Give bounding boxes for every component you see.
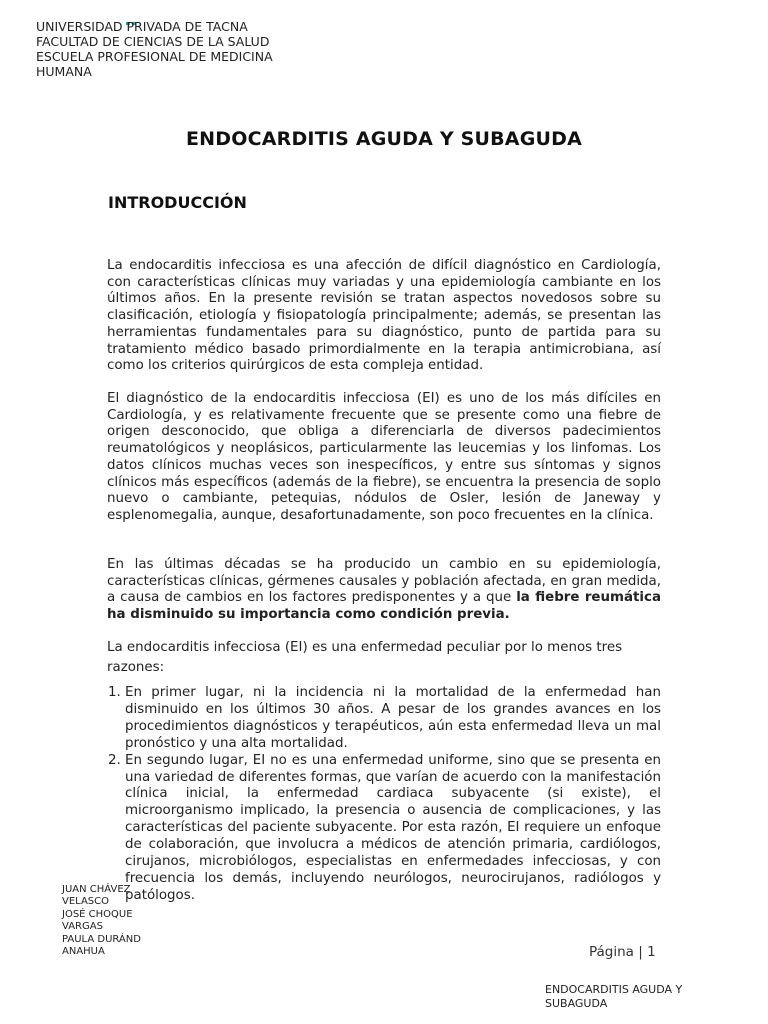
- institution-line: FACULTAD DE CIENCIAS DE LA SALUD: [36, 34, 270, 49]
- paragraph-intro: [107, 258, 661, 375]
- reasons-list: [98, 685, 661, 905]
- author-line: PAULA DURÁND: [62, 933, 141, 945]
- paragraph-text: La endocarditis infecciosa es una afección de difícil diagnóstico en Cardiología, con características clínicas muy variadas y una epidemiología cambiante en los últimos años. En la presente revisión se tratan aspectos novedosos sobre su clasificación, etiología y fisiopatología principalmente; además, se presentan las herramientas fundamentales para su diagnóstico, punto de partida para su tratamiento médico basado primordialmente en la terapia antimicrobiana, así como los criterios quirúrgicos de esta compleja entidad.: [107, 258, 661, 374]
- paragraph-text: [107, 557, 661, 624]
- author-line: VARGAS: [62, 921, 103, 933]
- running-title: ENDOCARDITIS AGUDA Y SUBAGUDA: [545, 983, 683, 1007]
- paragraph-diagnosis: [107, 391, 661, 525]
- institution-line: HUMANA: [36, 64, 92, 79]
- institution-header: [36, 19, 273, 79]
- author-line: JUAN CHÁVEZ: [62, 884, 131, 895]
- page-number: Página | 1: [589, 944, 656, 960]
- author-line: VELASCO: [62, 896, 110, 908]
- paragraph-text: La endocarditis infecciosa (EI) es una enfermedad peculiar por lo menos tres razones:: [107, 640, 623, 675]
- institution-line: UNIVERSIDAD PRIVADA DE TACNA: [36, 19, 248, 34]
- paragraph-epidemiology: [107, 557, 661, 624]
- section-heading: INTRODUCCIÓN: [108, 193, 247, 212]
- paragraph-reasons-intro: [107, 638, 661, 678]
- author-line: JOSÉ CHOQUE: [62, 908, 133, 920]
- list-item: 2. En segundo lugar, EI no es una enfermedad uniforme, sino que se presenta en una variedad de diferentes formas, que varían de acuerdo con la manifestación clínica inicial, la enfermedad cardiaca subyacente (si existe), el microorganismo implicado, la presencia o ausencia de complicaciones, y las características del paciente subyacente. Por esta razón, EI requiere un enfoque de colaboración, que involucra a médicos de atención primaria, cardiólogos, cirujanos, microbiólogos, especialistas en enfermedades infecciosas, y con frecuencia los demás, incluyendo neurólogos, neurocirujanos, radiólogos y patólogos.: [125, 753, 661, 905]
- institution-line: ESCUELA PROFESIONAL DE MEDICINA: [36, 49, 273, 64]
- document-title: ENDOCARDITIS AGUDA Y SUBAGUDA: [185, 128, 583, 150]
- paragraph-text: El diagnóstico de la endocarditis infecciosa (EI) es uno de los más difíciles en Cardiología, y es relativamente frecuente que se presente como una fiebre de origen desconocido, que obliga a diferenciarla de diversos padecimientos reumatológicos y neoplásicos, particularmente las leucemias y los linfomas. Los datos clínicos muchas veces son inespecíficos, y entre sus síntomas y signos clínicos más específicos (además de la fiebre), se encuentra la presencia de soplo nuevo o cambiante, petequias, nódulos de Osler, lesión de Janeway y esplenomegalia, aunque, desafortunadamente, son poco frecuentes en la clínica.: [107, 391, 661, 523]
- paragraph-bold-text: la fiebre reumática ha disminuido su importancia como condición previa.: [107, 590, 661, 623]
- institution-logo-fragment: [126, 10, 140, 16]
- authors-footer: [62, 884, 152, 958]
- author-line: ANAHUA: [62, 946, 105, 958]
- list-item: 1. En primer lugar, ni la incidencia ni la mortalidad de la enfermedad han disminuido en los últimos 30 años. A pesar de los grandes avances en los procedimientos diagnósticos y terapéuticos, aún esta enfermedad lleva un mal pronóstico y una alta mortalidad.: [125, 685, 661, 753]
- paragraph-plain-text: En las últimas décadas se ha producido un cambio en su epidemiología, características clínicas, gérmenes causales y población afectada, en gran medida, a causa de cambios en los factores predisponentes y a que: [107, 557, 661, 606]
